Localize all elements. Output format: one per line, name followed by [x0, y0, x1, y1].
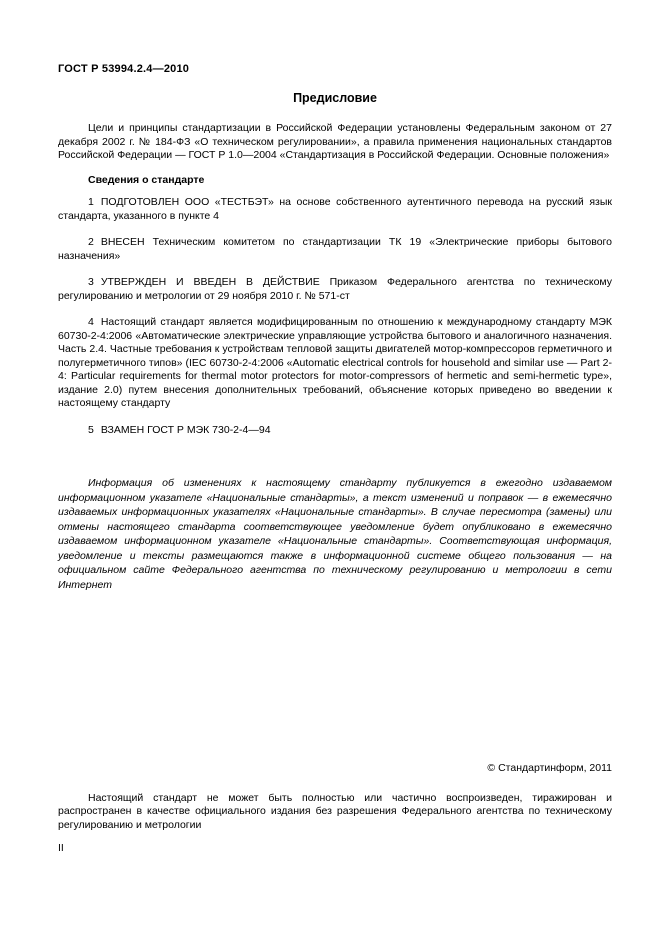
item-number: 3 — [88, 276, 94, 288]
page-number: II — [58, 842, 64, 854]
item-text: ВНЕСЕН Техническим комитетом по стандартизации ТК 19 «Электрические приборы бытового назначения» — [58, 236, 612, 262]
item-text: ВЗАМЕН ГОСТ Р МЭК 730-2-4—94 — [100, 423, 271, 436]
item-number: 5 — [88, 423, 94, 436]
item-number: 4 — [88, 316, 94, 328]
item-text: УТВЕРЖДЕН И ВВЕДЕН В ДЕЙСТВИЕ Приказом Федерального агентства по техническому регулированию и метрологии от 29 ноября 2010 г. № 571-ст — [58, 276, 612, 302]
standard-info-item-5 — [58, 424, 612, 438]
reproduction-notice: Настоящий стандарт не может быть полностью или частично воспроизведен, тиражирован и распространен в качестве официального издания без разрешения Федерального агентства по техническому регулированию и метрологии — [58, 791, 612, 831]
intro-paragraph: Цели и принципы стандартизации в Российской Федерации установлены Федеральным законом от 27 декабря 2002 г. № 184-ФЗ «О техническом регулировании», а правила применения национальных стандартов Российской Федерации — ГОСТ Р 1.0—2004 «Стандартизация в Российской Федерации. Основные положения» — [58, 122, 612, 161]
copyright-line: © Стандартинформ, 2011 — [487, 762, 612, 774]
standard-info-heading: Сведения о стандарте — [88, 173, 205, 186]
standard-info-item-2 — [58, 236, 612, 263]
document-code: ГОСТ Р 53994.2.4—2010 — [58, 63, 190, 75]
standard-info-item-1 — [58, 196, 612, 223]
item-text: Настоящий стандарт является модифицированным по отношению к международному стандарту МЭК 60730-2-4:2006 «Автоматические электрические управляющие устройства бытового и аналогичного назначения. Часть 2.4. Частные требования к устройствам тепловой защиты двигателей мотор-компрессоров герметичного и полугерметичного типов» (IEC 60730-2-4:2006 «Automatic electrical controls for household and similar use — Part 2-4: Particular requirements for thermal motor protectors for motor-compressors of hermetic and semi-hermetic type», издание 2.0) путем внесения дополнительных требований, объяснение которых приведено во введении к настоящему стандарту — [58, 316, 612, 409]
page-title: Предисловие — [293, 91, 377, 105]
amendment-notice: Информация об изменениях к настоящему стандарту публикуется в ежегодно издаваемом информационном указателе «Национальные стандарты», а текст изменений и поправок — в ежемесячно издаваемых информационных указателях «Национальные стандарты». В случае пересмотра (замены) или отмены настоящего стандарта соответствующее уведомление будет опубликовано в ежемесячно издаваемом информационном указателе «Национальные стандарты». Соответствующая информация, уведомление и тексты размещаются также в информационной системе общего пользования — на официальном сайте Федерального агентства по техническому регулированию и метрологии в сети Интернет — [58, 477, 612, 591]
item-number: 1 — [88, 196, 94, 208]
standard-info-item-4 — [58, 316, 612, 411]
item-number: 2 — [88, 236, 94, 248]
item-text: ПОДГОТОВЛЕН ООО «ТЕСТБЭТ» на основе собственного аутентичного перевода на русский язык стандарта, указанного в пункте 4 — [58, 196, 612, 222]
standard-info-item-3 — [58, 276, 612, 303]
